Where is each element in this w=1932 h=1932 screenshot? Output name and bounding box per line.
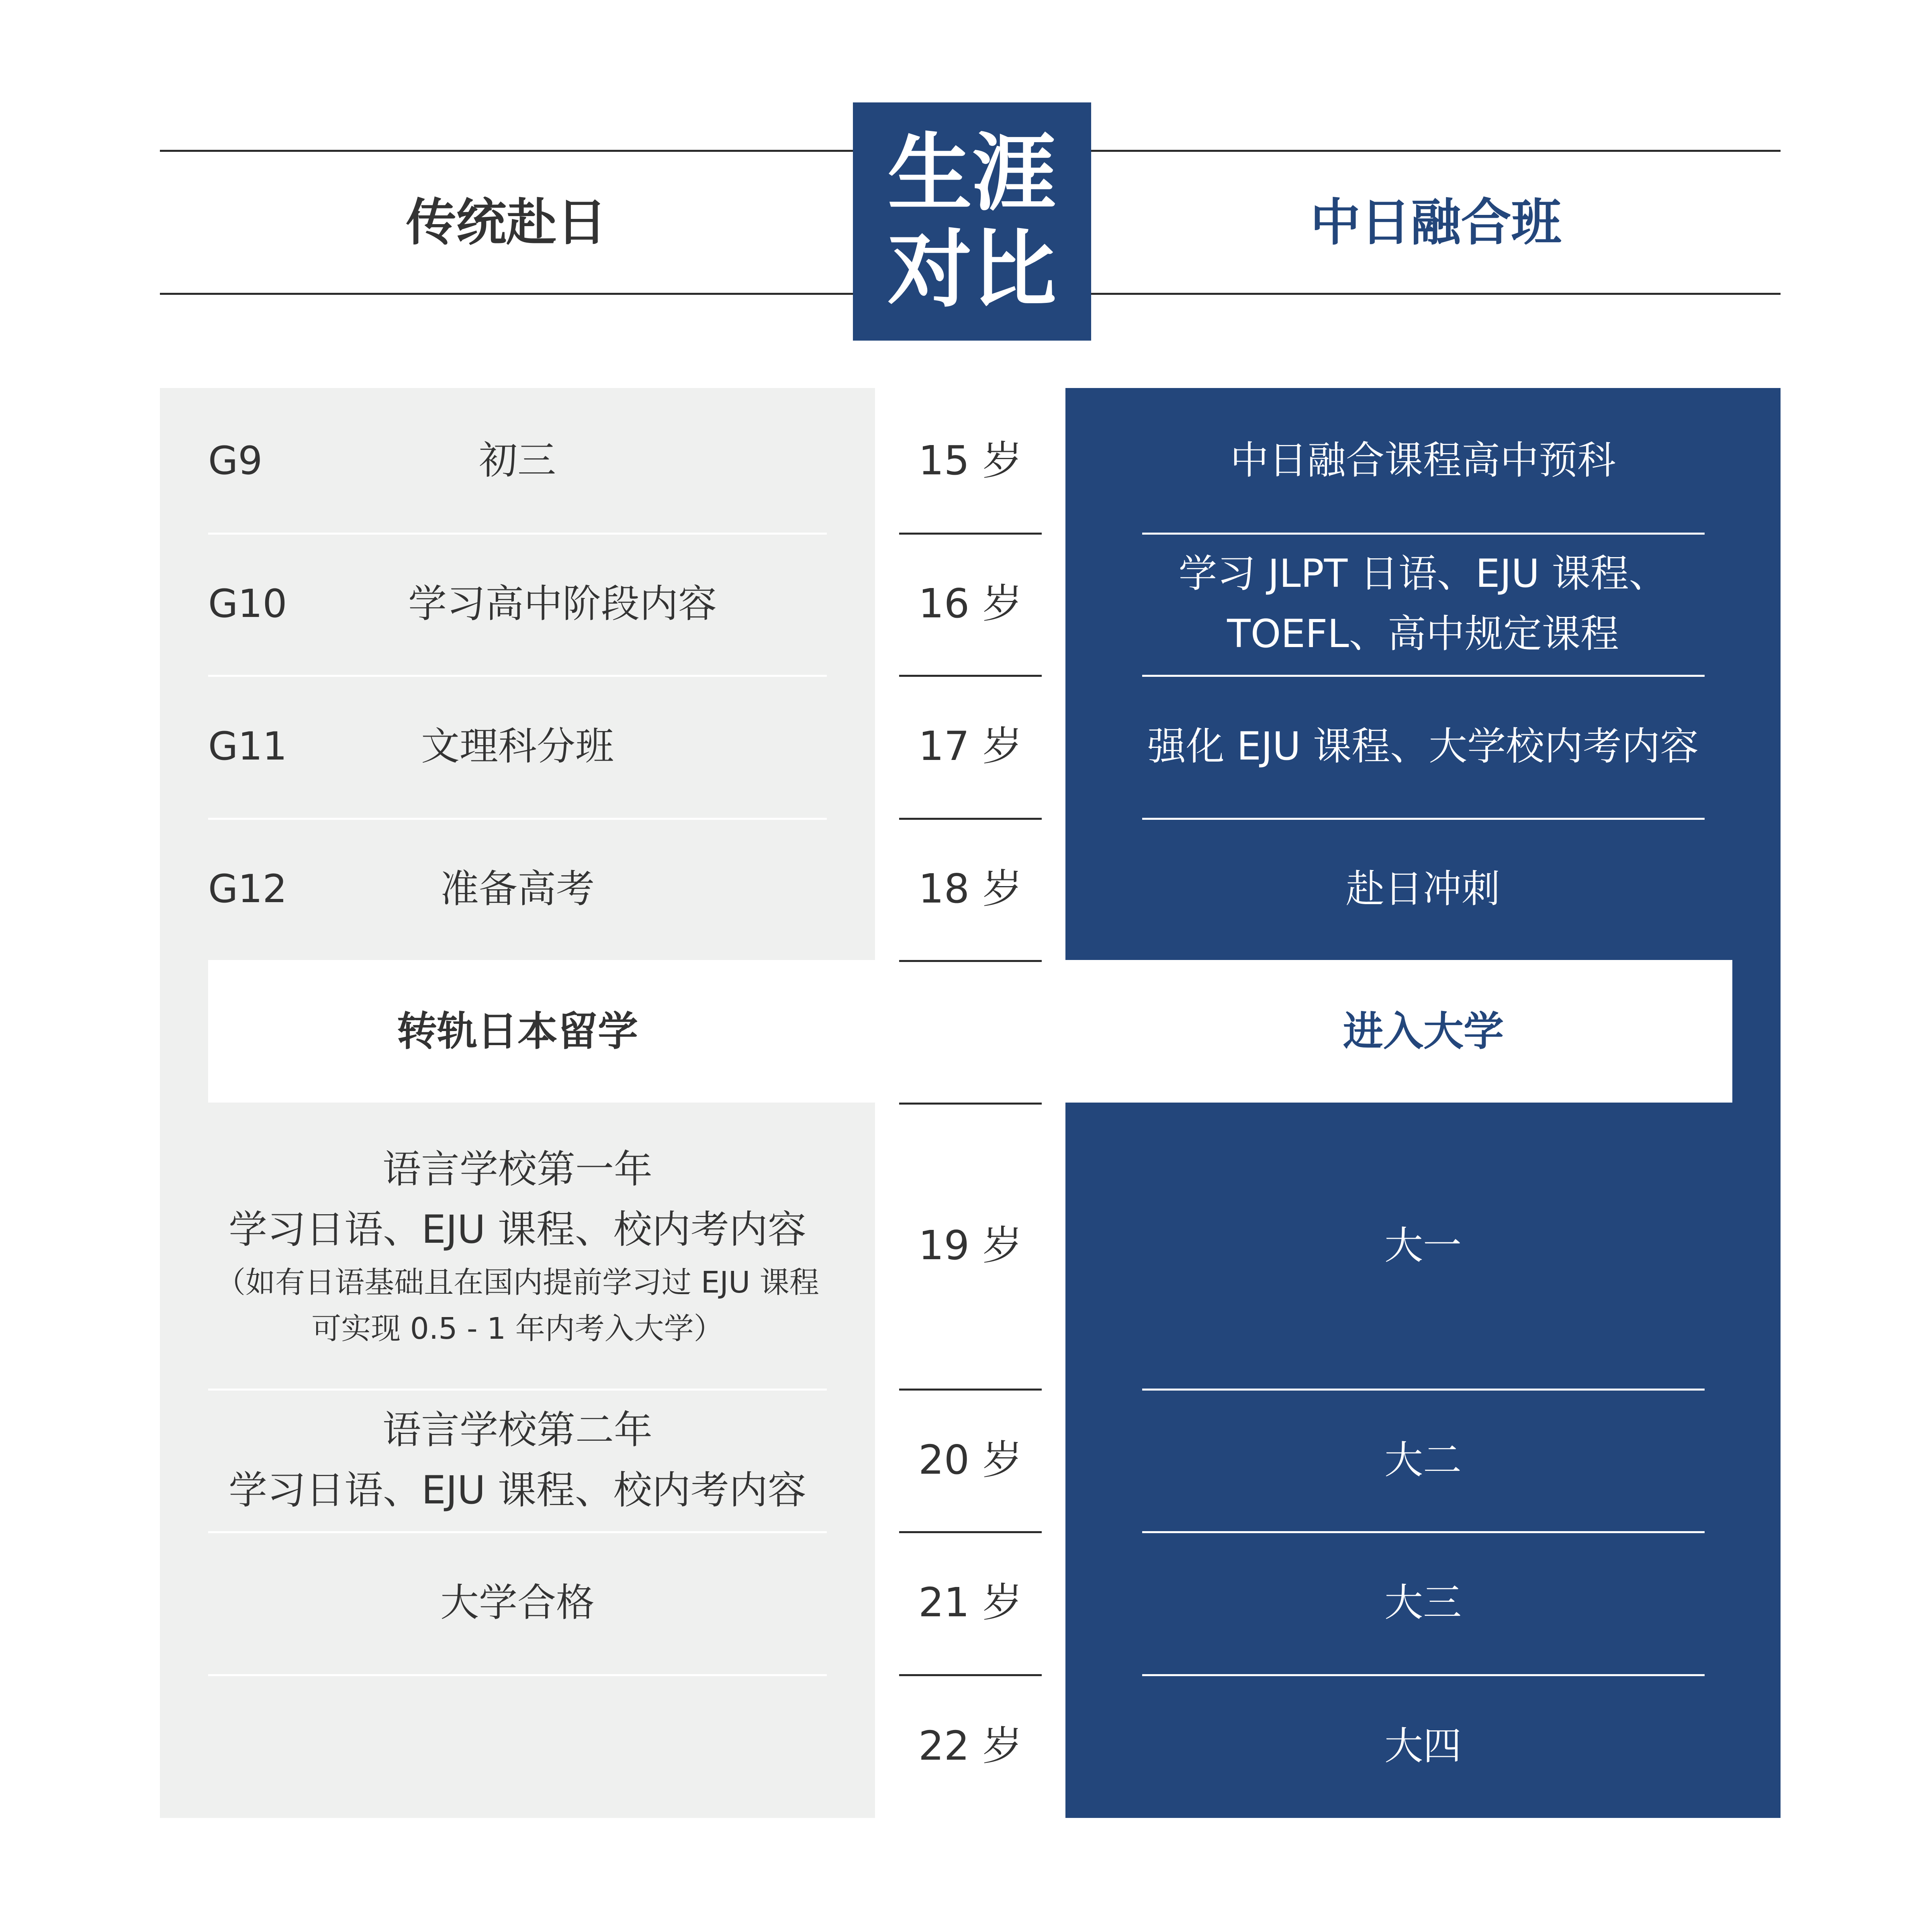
grade-label: G11 [208,724,287,769]
right-row-text [1065,388,1781,533]
title-line-1: 生涯 [887,124,1057,223]
left-row-text [208,675,827,818]
age-separator [899,1103,1042,1105]
age-separator [899,1389,1042,1391]
right-heading: 中日融合班 [1310,194,1562,252]
right-row-line: TOEFL、高中规定课程 [1227,611,1619,656]
title-line-2: 对比 [887,220,1057,319]
age-label: 19 岁 [918,1222,1023,1269]
age-label: 21 岁 [918,1579,1023,1626]
age-separator [899,818,1042,820]
left-row-line: 学习日语、EJU 课程、校内考内容 [229,1467,806,1513]
right-row-text: 大一 [1384,1223,1462,1268]
age-separator [899,1531,1042,1533]
right-row-text [1065,533,1781,675]
header-bottom-line-right [1091,293,1781,295]
left-row-line: 初三 [479,438,556,483]
age-label: 20 岁 [918,1436,1023,1483]
right-row-line: 赴日冲刺 [1346,866,1500,911]
age-label: 15 岁 [918,437,1023,484]
left-separator [208,1674,827,1676]
right-row-line: 强化 EJU 课程、大学校内考内容 [1147,724,1699,769]
grade-label: G9 [208,438,263,483]
age-separator [899,533,1042,535]
left-row-note: 可实现 0.5 - 1 年内考入大学） [311,1311,724,1346]
grade-label: G10 [208,581,287,626]
age-label: 17 岁 [918,723,1023,770]
left-row-line: 准备高考 [440,866,595,911]
left-row-line: 学习日语、EJU 课程、校内考内容 [229,1207,806,1252]
header-bottom-line-left [160,293,853,295]
right-row-text [1065,675,1781,818]
right-row-line: 学习 JLPT 日语、EJU 课程、 [1178,551,1668,596]
band-left-text: 转轨日本留学 [397,1008,638,1055]
left-row-text [281,533,844,675]
left-heading: 传统赴日 [406,194,607,252]
left-row-text [208,1389,827,1531]
left-row-text [208,1531,827,1674]
left-row-line: 学习高中阶段内容 [408,581,717,626]
grade-label: G12 [208,866,287,911]
right-row-text: 大二 [1384,1437,1462,1483]
left-row-line: 大学合格 [440,1580,595,1625]
header-top-line-right [1091,150,1781,152]
left-row-line: 语言学校第一年 [382,1147,652,1192]
left-row-text [208,388,827,533]
right-row-text: 大三 [1384,1580,1462,1625]
title-box [853,102,1091,341]
right-row-text: 大四 [1384,1724,1462,1769]
right-row-line: 中日融合课程高中预科 [1230,438,1616,483]
age-label: 22 岁 [918,1722,1023,1769]
header-top-line-left [160,150,853,152]
band-right-text: 进入大学 [1343,1008,1504,1055]
age-separator [899,1674,1042,1676]
left-row-text [208,818,827,960]
age-label: 16 岁 [918,580,1023,627]
left-row-note: （如有日语基础且在国内提前学习过 EJU 课程 [216,1265,819,1300]
age-separator [899,675,1042,677]
age-label: 18 岁 [918,865,1023,912]
left-row-text [208,1103,827,1389]
left-row-line: 文理科分班 [421,724,614,769]
right-row-text [1065,818,1781,960]
left-row-line: 语言学校第二年 [382,1407,652,1452]
age-separator [899,960,1042,962]
